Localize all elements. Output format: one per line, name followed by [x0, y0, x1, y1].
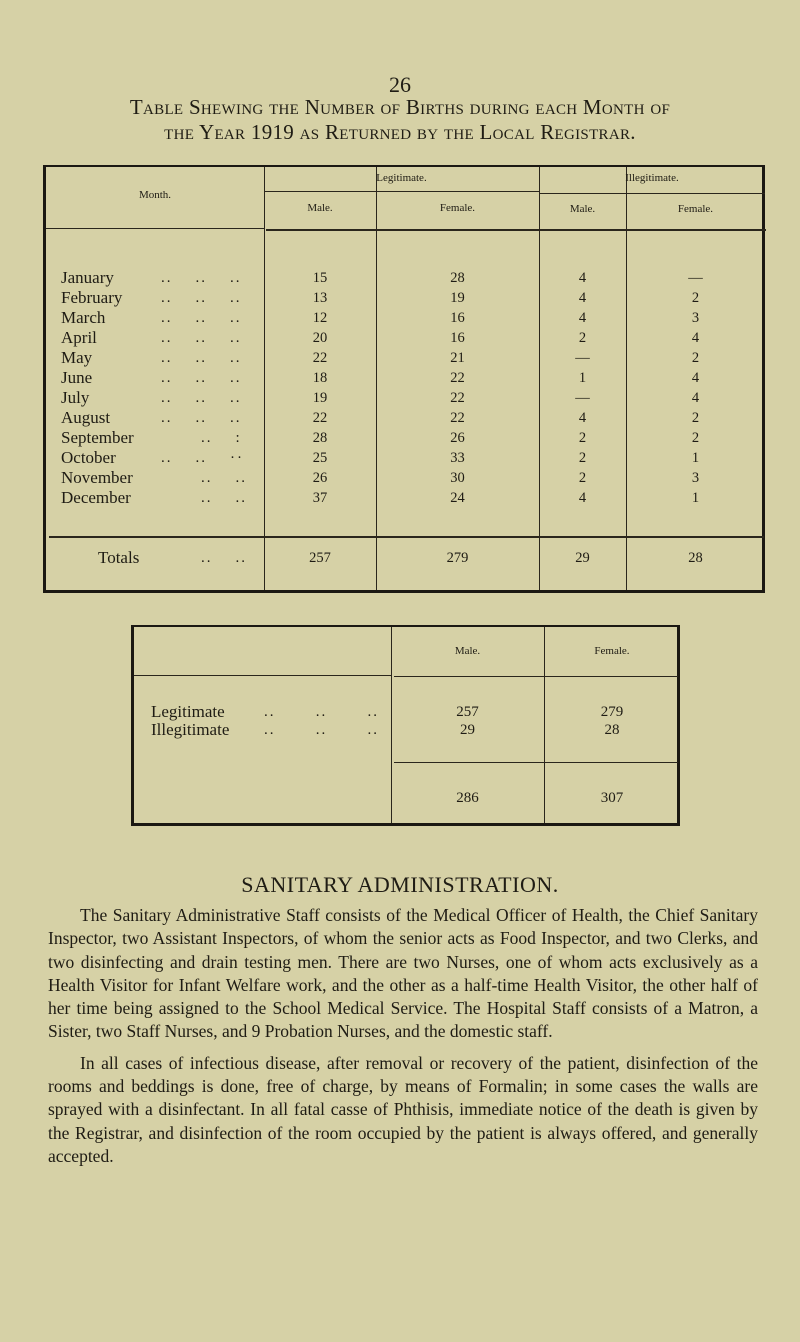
summary-totals-row: 286 307: [456, 790, 624, 806]
summary-header-male: Male.: [454, 645, 481, 657]
table-row: June .. .. .. 18 22 1 4: [61, 368, 700, 387]
title-line-2: the Year 1919 as Returned by the Local Registrar.: [164, 120, 636, 144]
section-title: SANITARY ADMINISTRATION.: [241, 872, 559, 897]
header-leg-female: Female.: [439, 202, 476, 214]
page-title: [0, 95, 800, 145]
paragraph-disinfection: In all cases of infectious disease, after removal or recovery of the patient, disinfection of the rooms and beddings is done, free of charge, by means of Formalin; in some cases the walls are sprayed with a disinfectant. In all fatal casse of Phthisis, immediate notice of the death is given by the Registrar, and disinfection of the room occupied by the patient is always offered, and generally accepted.: [48, 1052, 758, 1166]
section-body: [48, 904, 758, 1168]
page-number: 26: [389, 72, 411, 97]
table-row: February .. .. .. 13 19 4 2: [61, 288, 700, 307]
summary-table: [131, 625, 680, 826]
table-row: November .. .. 26 30 2 3: [61, 468, 700, 487]
table-row: October .. .. ·· 25 33 2 1: [61, 448, 700, 467]
table-row: December .. .. 37 24 4 1: [61, 488, 700, 507]
totals-row: Totals .. .. 257 279 29 28: [98, 548, 703, 567]
header-ill-female: Female.: [677, 203, 714, 215]
table-row: March .. .. .. 12 16 4 3: [61, 308, 700, 327]
header-leg-male: Male.: [307, 202, 333, 214]
table-row: September .. : 28 26 2 2: [61, 428, 700, 447]
table-row: April .. .. .. 20 16 2 4: [61, 328, 700, 347]
header-legitimate: Legitimate.: [376, 172, 427, 184]
table-row: May .. .. .. 22 21 — 2: [61, 348, 700, 367]
header-illegitimate: Illegitimate.: [625, 172, 679, 184]
header-month: Month.: [138, 189, 172, 201]
table-row: July .. .. .. 19 22 — 4: [61, 388, 700, 407]
summary-row-legitimate: Legitimate .. .. .. 257 279: [151, 702, 624, 721]
table-row: August .. .. .. 22 22 4 2: [61, 408, 700, 427]
paragraph-staff: The Sanitary Administrative Staff consists of the Medical Officer of Health, the Chief Sanitary Inspector, two Assistant Inspectors, of whom the senior acts as Food Inspector, and two Clerks, and two disinfecting and drain testing men. There are two Nurses, one of whom acts exclusively as a Health Visitor for Infant Welfare work, and the other as a half-time Health Visitor, the other half of her time being assigned to the School Medical Service. The Hospital Staff consists of a Matron, a Sister, two Staff Nurses, and 9 Probation Nurses, and the domestic staff.: [48, 905, 758, 1042]
table-row: January .. .. .. 15 28 4 —: [61, 268, 703, 287]
summary-row-illegitimate: Illegitimate .. .. .. 29 28: [151, 720, 620, 739]
header-ill-male: Male.: [569, 203, 596, 215]
births-table: [43, 165, 765, 593]
summary-header-female: Female.: [594, 645, 630, 657]
title-line-1: Table Shewing the Number of Births during each Month of: [129, 95, 671, 119]
